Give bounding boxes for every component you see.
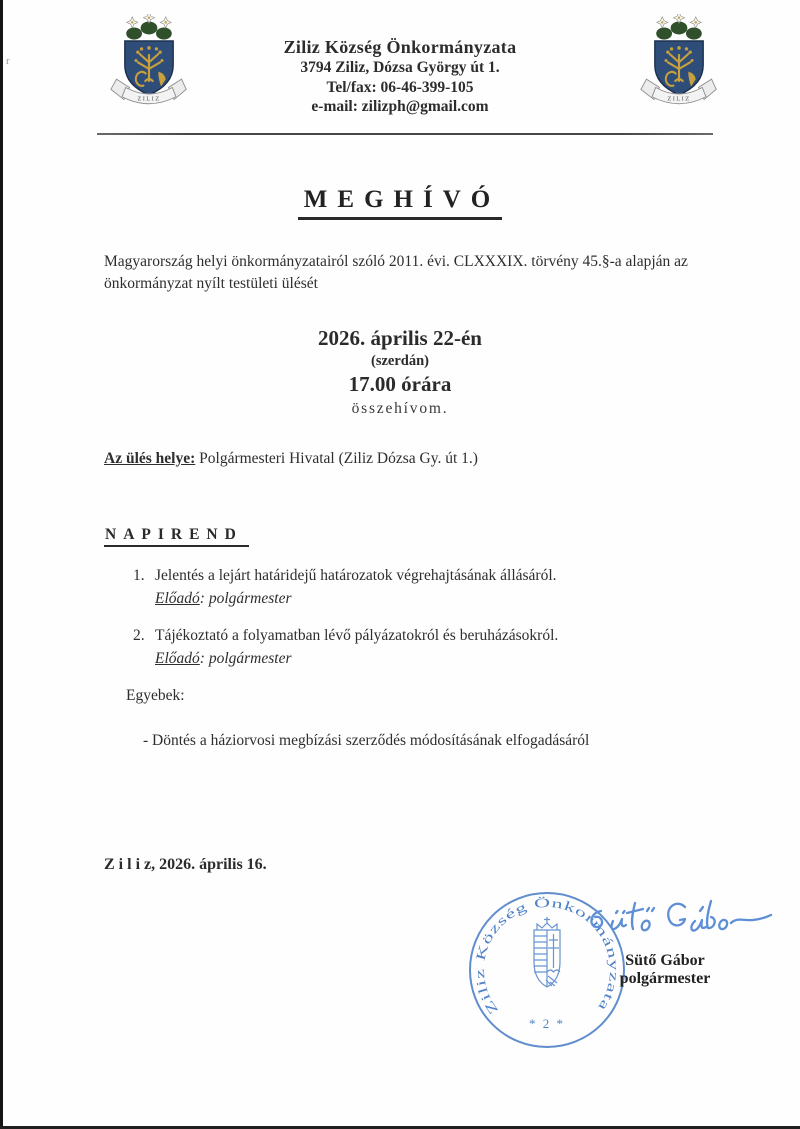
signer-block bbox=[595, 952, 735, 988]
presenter-value: : polgármester bbox=[199, 650, 292, 667]
document-title bbox=[0, 186, 800, 214]
organization-name: Ziliz Község Önkormányzata bbox=[283, 37, 517, 57]
dateline bbox=[104, 856, 267, 874]
dateline-city: Z i l i z, bbox=[104, 856, 156, 873]
meeting-date: 2026. április 22-én bbox=[318, 326, 482, 350]
scan-artifact-mark: r bbox=[6, 55, 10, 67]
stamp-ring-text: Ziliz Község Önkormányzata bbox=[471, 895, 623, 1018]
meeting-location bbox=[104, 450, 478, 468]
agenda-item bbox=[133, 565, 706, 586]
meeting-day: (szerdán) bbox=[371, 353, 429, 369]
organization-email: e-mail: zilizph@gmail.com bbox=[311, 98, 489, 115]
meeting-location-value: Polgármesteri Hivatal (Ziliz Dózsa Gy. út 1.) bbox=[199, 450, 478, 467]
agenda-item-text: Tájékoztató a folyamatban lévő pályázatokról és beruházásokról. bbox=[155, 627, 559, 644]
hungarian-coat-of-arms-icon bbox=[534, 917, 560, 987]
agenda-item-number: 1. bbox=[133, 567, 145, 584]
letterhead bbox=[0, 36, 800, 117]
header-divider bbox=[97, 133, 713, 135]
presenter-label: Előadó bbox=[155, 650, 200, 667]
agenda-item-presenter bbox=[155, 588, 706, 609]
signer-name: Sütő Gábor bbox=[625, 952, 705, 969]
agenda-other-item: - Döntés a háziorvosi megbízási szerződés módosításának elfogadásáról bbox=[143, 732, 590, 749]
handwritten-signature bbox=[583, 893, 778, 955]
intro-paragraph: Magyarország helyi önkormányzatairól szóló 2011. évi. CLXXXIX. törvény 45.§-a alapján az önkormányzat nyílt testületi ülését bbox=[104, 253, 688, 292]
dateline-date: 2026. április 16. bbox=[159, 856, 267, 873]
meeting-time: 17.00 órára bbox=[348, 372, 452, 396]
meeting-datetime-block bbox=[0, 325, 800, 420]
agenda-item-text: Jelentés a lejárt határidejű határozatok végrehajtásának állásáról. bbox=[155, 567, 557, 584]
agenda-other-heading: Egyebek: bbox=[126, 687, 185, 704]
agenda-list bbox=[126, 565, 706, 751]
agenda-item bbox=[133, 625, 706, 646]
presenter-value: : polgármester bbox=[199, 590, 292, 607]
organization-address: 3794 Ziliz, Dózsa György út 1. bbox=[300, 59, 500, 76]
meeting-location-label: Az ülés helye: bbox=[104, 450, 196, 467]
document-title-text: MEGHÍVÓ bbox=[298, 186, 502, 220]
stamp-number-text: * 2 * bbox=[529, 1016, 565, 1031]
meeting-convene-text: összehívom. bbox=[351, 400, 449, 417]
scan-edge-left bbox=[0, 0, 3, 1129]
agenda-heading bbox=[104, 526, 249, 544]
agenda-heading-text: NAPIREND bbox=[104, 526, 249, 547]
agenda-item-presenter bbox=[155, 648, 706, 669]
agenda-item-number: 2. bbox=[133, 627, 145, 644]
signer-role: polgármester bbox=[619, 970, 711, 987]
organization-telfax: Tel/fax: 06-46-399-105 bbox=[326, 78, 474, 96]
presenter-label: Előadó bbox=[155, 590, 200, 607]
